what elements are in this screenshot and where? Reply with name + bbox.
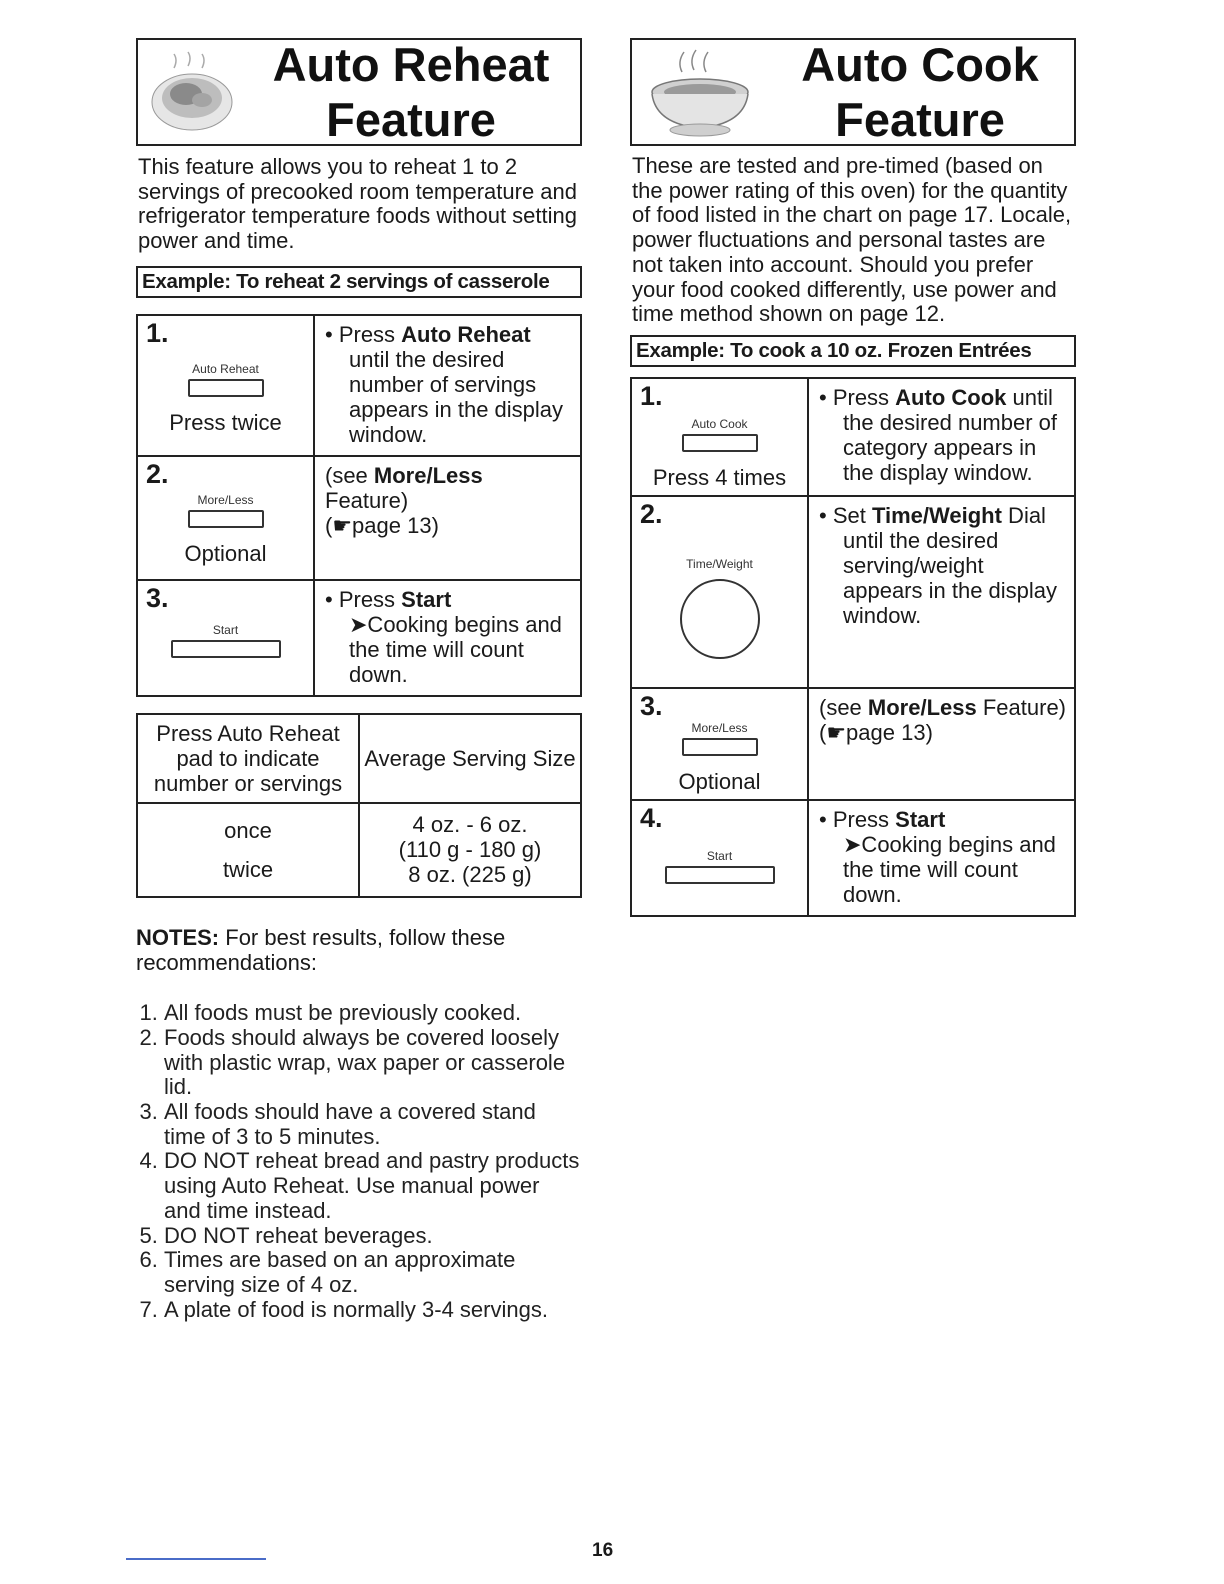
step-pad-cell: [631, 496, 808, 688]
step-row: [137, 580, 581, 696]
bold-text: Auto Cook: [895, 384, 1007, 410]
auto-reheat-title-box: [136, 38, 582, 146]
step-instruction: [314, 456, 581, 580]
step-number: 2.: [146, 458, 169, 489]
text-b: Feature): [325, 487, 409, 513]
twice-size: 8 oz. (225 g): [408, 862, 532, 888]
sizes-cell: [359, 803, 581, 897]
auto-reheat-pad-button[interactable]: [188, 379, 264, 397]
step-instruction: [314, 580, 581, 696]
press-note: Optional: [678, 768, 761, 794]
auto-cook-example: Example: To cook a 10 oz. Frozen Entrées: [630, 335, 1076, 367]
cook-bowl-icon: [638, 44, 766, 142]
start-pad-button[interactable]: [665, 866, 775, 884]
step-row: [631, 800, 1075, 916]
auto-cook-pad-button[interactable]: [682, 434, 758, 452]
step-pad-cell: [631, 800, 808, 916]
bullet-text: • Press: [325, 586, 402, 612]
title-line-2: Feature: [326, 93, 496, 146]
notes-label: NOTES:: [136, 924, 220, 950]
auto-reheat-section: [136, 38, 582, 1322]
bullet-text: • Set: [819, 502, 872, 528]
instruction-rest: ➤Cooking begins and the time will count down.: [843, 831, 1056, 907]
title-line-1: Auto Cook: [801, 38, 1039, 91]
bullet-text: • Press: [819, 806, 896, 832]
auto-cook-steps-table: [630, 377, 1076, 917]
step-instruction: [808, 496, 1075, 688]
page-reference: (☛page 13): [819, 719, 933, 745]
bold-text: Start: [401, 586, 452, 612]
tail-text: until: [1006, 384, 1053, 410]
notes-list: [136, 1001, 582, 1322]
step-number: 4.: [640, 802, 663, 833]
instruction-rest: until the desired number of servings appears in the display window.: [349, 346, 564, 447]
instruction-rest: ➤Cooking begins and the time will count down.: [349, 611, 562, 687]
press-note: Press 4 times: [652, 464, 787, 490]
step-instruction: [808, 800, 1075, 916]
auto-reheat-title: [242, 40, 580, 144]
bold-text: Start: [895, 806, 946, 832]
servings-cell: [137, 803, 359, 897]
step-number: 2.: [640, 498, 663, 529]
auto-cook-section: [630, 38, 1076, 917]
tail-text: Dial: [1001, 502, 1046, 528]
step-pad-cell: [631, 378, 808, 496]
step-pad-cell: [137, 315, 314, 456]
step-pad-cell: [137, 580, 314, 696]
once-label: once: [224, 817, 272, 843]
notes-text: For best results, follow these recommendations:: [136, 924, 506, 975]
list-item: 7. A plate of food is normally 3-4 servings.: [164, 1298, 582, 1323]
auto-reheat-steps-table: [136, 314, 582, 697]
bold-text: Time/Weight: [871, 502, 1002, 528]
header-left: Press Auto Reheat pad to indicate number or servings: [137, 714, 359, 803]
auto-cook-intro: These are tested and pre-timed (based on the power rating of this oven) for the quantity of food listed in the chart on page 17. Locale, power fluctuations and personal tastes are not taken into account. Should you prefer your food cooked differently, use power and time method shown on page 12.: [632, 153, 1072, 327]
more-less-pad-button[interactable]: [682, 738, 758, 756]
step-pad-cell: [631, 688, 808, 800]
serving-table-header: [137, 714, 581, 803]
reheat-plate-icon: [144, 44, 242, 142]
page-number: 16: [592, 1540, 614, 1561]
pad-label: More/Less: [691, 720, 748, 735]
auto-cook-title-box: [630, 38, 1076, 146]
pad-label: Auto Reheat: [192, 361, 259, 376]
bold-text: More/Less: [867, 694, 977, 720]
list-item: 4. DO NOT reheat bread and pastry products using Auto Reheat. Use manual power and time instead.: [164, 1149, 582, 1223]
step-number: 3.: [640, 690, 663, 721]
step-pad-cell: [137, 456, 314, 580]
step-row: [631, 496, 1075, 688]
twice-label: twice: [222, 856, 274, 882]
auto-cook-title: [766, 40, 1074, 144]
step-row: [137, 456, 581, 580]
step-number: 1.: [640, 380, 663, 411]
press-note: Press twice: [169, 409, 282, 435]
step-row: [631, 688, 1075, 800]
press-note: Optional: [184, 540, 267, 566]
bold-text: Auto Reheat: [401, 321, 531, 347]
serving-size-table: [136, 713, 582, 898]
list-item: 3. All foods should have a covered stand time of 3 to 5 minutes.: [164, 1100, 582, 1149]
time-weight-dial[interactable]: [680, 579, 760, 659]
once-size-metric: (110 g - 180 g): [398, 837, 542, 863]
pad-label: Start: [706, 848, 733, 863]
list-item: 5. DO NOT reheat beverages.: [164, 1224, 582, 1249]
instruction-rest: until the desired serving/weight appears in the display window.: [843, 527, 1058, 628]
notes: [136, 926, 582, 975]
step-number: 1.: [146, 317, 169, 348]
serving-table-row: [137, 803, 581, 897]
text-a: (see: [325, 462, 374, 488]
once-size: 4 oz. - 6 oz.: [412, 812, 528, 838]
list-item: 2. Foods should always be covered loosely with plastic wrap, wax paper or casserole lid.: [164, 1026, 582, 1100]
header-right: Average Serving Size: [359, 714, 581, 803]
bullet-text: • Press: [325, 321, 402, 347]
title-line-2: Feature: [835, 93, 1005, 146]
start-pad-button[interactable]: [171, 640, 281, 658]
pad-label: Time/Weight: [686, 556, 753, 571]
text-a: (see: [819, 694, 868, 720]
step-instruction: [314, 315, 581, 456]
pad-label: Auto Cook: [691, 416, 748, 431]
step-number: 3.: [146, 582, 169, 613]
step-row: [137, 315, 581, 456]
auto-reheat-example: Example: To reheat 2 servings of casserole: [136, 266, 582, 298]
list-item: 1. All foods must be previously cooked.: [164, 1001, 582, 1026]
step-instruction: [808, 378, 1075, 496]
text-b: Feature): [976, 694, 1067, 720]
auto-reheat-intro: This feature allows you to reheat 1 to 2 servings of precooked room temperature and refrigerator temperature foods without setting power and time.: [138, 154, 578, 254]
instruction-rest: the desired number of category appears in the display window.: [843, 409, 1058, 485]
more-less-pad-button[interactable]: [188, 510, 264, 528]
page-reference: (☛page 13): [325, 512, 439, 538]
title-line-1: Auto Reheat: [272, 38, 550, 91]
footer-line: [126, 1558, 266, 1560]
bold-text: More/Less: [373, 462, 483, 488]
pad-label: Start: [212, 622, 239, 637]
pad-label: More/Less: [197, 492, 254, 507]
bullet-text: • Press: [819, 384, 896, 410]
step-instruction: [808, 688, 1075, 800]
step-row: [631, 378, 1075, 496]
list-item: 6. Times are based on an approximate serving size of 4 oz.: [164, 1248, 582, 1297]
